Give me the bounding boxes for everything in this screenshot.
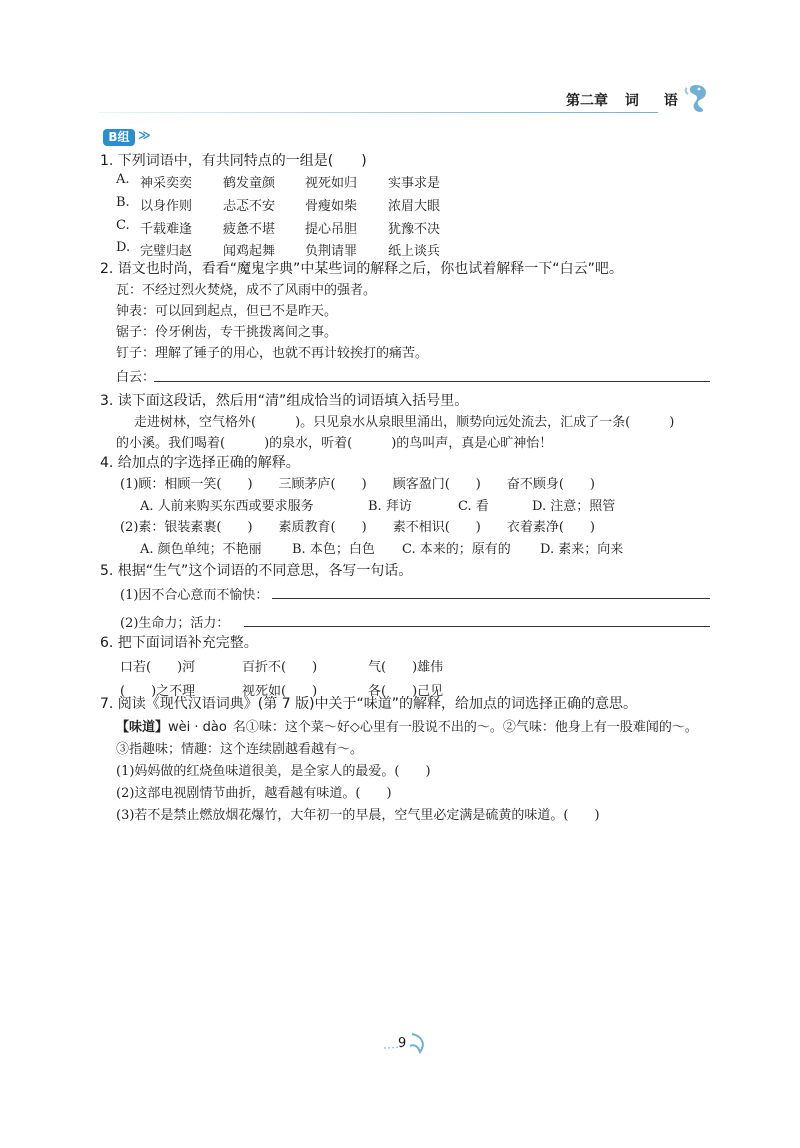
option-word: 神采奕奕 — [140, 176, 193, 191]
option-word: 疲惫不堪 — [223, 222, 276, 237]
choice: B. 本色；白色 — [292, 542, 375, 557]
option-word: 浓眉大眼 — [388, 199, 441, 214]
dictionary-entry — [116, 716, 698, 735]
answer-line[interactable] — [154, 381, 710, 382]
idiom-blank: 百折不( ) — [242, 660, 318, 675]
passage-line-1: 走进树林，空气格外( )。只见泉水从泉眼里涌出，顺势向远处流去，汇成了一条( ) — [134, 415, 675, 430]
q4-part-1-options — [140, 495, 616, 514]
double-chevron-icon: ≫ — [138, 128, 151, 142]
question-7-stem: 7. 阅读《现代汉语词典》(第 7 版)中关于“味道”的解释，给加点的词选择正确的意思。 — [100, 696, 638, 712]
definition-line: 瓦：不经过烈火焚烧，成不了风雨中的强者。 — [116, 283, 377, 298]
q4-part-1: (1)顾：相顾一笑( ) 三顾茅庐( ) 顾客盈门( ) 奋不顾身( ) — [120, 477, 595, 492]
question-6-stem: 6. 把下面词语补充完整。 — [100, 635, 258, 651]
question-3-stem: 3. 读下面这段话，然后用“清”组成恰当的词语填入括号里。 — [100, 393, 469, 409]
seahorse-logo-icon — [682, 82, 712, 118]
idiom-blank: 视死如( ) — [242, 684, 318, 699]
entry-pinyin: wèi · dào — [168, 720, 227, 735]
option-c — [116, 218, 441, 237]
idiom-blank: ( )之不理 — [120, 684, 196, 699]
page-number: 9 — [398, 1036, 407, 1051]
idiom-blank: 气( )雄伟 — [368, 660, 444, 675]
definition-line: 锯子：伶牙俐齿，专干挑拨离间之事。 — [116, 325, 338, 340]
choice: D. 注意；照管 — [532, 499, 616, 514]
option-word: 犹豫不决 — [388, 222, 441, 237]
entry-headword: 【味道】 — [116, 720, 169, 735]
choice: B. 拜访 — [368, 499, 412, 514]
definition-line: 钟表：可以回到起点，但已不是昨天。 — [116, 304, 338, 319]
q6-row-1 — [120, 656, 444, 675]
option-letter: B. — [116, 195, 130, 210]
answer-line[interactable] — [244, 626, 710, 627]
option-b — [116, 195, 441, 214]
choice: C. 看 — [458, 499, 489, 514]
dictionary-entry-cont: ③指趣味；情趣：这个连续剧越看越有～。 — [116, 742, 364, 757]
option-word: 千载难逢 — [140, 222, 193, 237]
passage-line-2: 的小溪。我们喝着( )的泉水，听着( )的鸟叫声，真是心旷神怡！ — [116, 436, 553, 451]
option-letter: D. — [116, 240, 131, 255]
question-5-stem: 5. 根据“生气”这个词语的不同意思，各写一句话。 — [100, 563, 413, 579]
choice: D. 素来；向来 — [540, 542, 624, 557]
option-word: 闻鸡起舞 — [223, 244, 276, 259]
option-word: 以身作则 — [140, 199, 193, 214]
definition-line: 钉子：理解了锤子的用心，也就不再计较挨打的痛苦。 — [116, 346, 429, 361]
option-letter: A. — [116, 172, 130, 187]
q7-sentence-3: (3)若不是禁止燃放烟花爆竹，大年初一的早晨，空气里必定满是硫黄的味道。( ) — [116, 808, 600, 823]
chapter-section-1: 词 — [624, 93, 639, 109]
q4-part-2: (2)素：银装素裹( ) 素质教育( ) 素不相识( ) 衣着素净( ) — [120, 520, 595, 535]
option-a — [116, 172, 441, 191]
q7-sentence-1: (1)妈妈做的红烧鱼味道很美，是全家人的最爱。( ) — [116, 764, 431, 779]
choice: A. 人前来购买东西或要求服务 — [140, 499, 314, 514]
q7-sentence-2: (2)这部电视剧情节曲折，越看越有味道。( ) — [116, 786, 392, 801]
option-word: 完璧归赵 — [140, 244, 193, 259]
option-word: 纸上谈兵 — [388, 244, 441, 259]
question-1-stem: 1. 下列词语中，有共同特点的一组是( ) — [100, 153, 367, 169]
answer-label: 白云： — [116, 370, 156, 385]
option-word: 提心吊胆 — [305, 222, 358, 237]
answer-line[interactable] — [272, 598, 710, 599]
question-2-stem: 2. 语文也时尚，看看“魔鬼字典”中某些词的解释之后，你也试着解释一下“白云”吧。 — [100, 261, 623, 277]
option-word: 鹤发童颜 — [223, 176, 276, 191]
chapter-section-2: 语 — [663, 93, 678, 109]
choice: A. 颜色单纯；不艳丽 — [140, 542, 262, 557]
chapter-title — [566, 90, 678, 110]
option-d — [116, 240, 441, 259]
option-word: 忐忑不安 — [223, 199, 276, 214]
option-word: 负荆请罪 — [305, 244, 358, 259]
q5-item-2: (2)生命力；活力： — [120, 616, 230, 631]
chapter-label: 第二章 — [566, 93, 608, 109]
option-word: 视死如归 — [305, 176, 358, 191]
idiom-blank: 口若( )河 — [120, 660, 196, 675]
idiom-blank: 各( )己见 — [368, 684, 444, 699]
question-4-stem: 4. 给加点的字选择正确的解释。 — [100, 455, 300, 471]
choice: C. 本来的；原有的 — [402, 542, 511, 557]
option-word: 实事求是 — [388, 176, 441, 191]
q5-item-1: (1)因不合心意而不愉快： — [120, 588, 269, 603]
group-tag: B组 — [103, 129, 135, 146]
header-rule — [98, 112, 658, 113]
option-word: 骨瘦如柴 — [305, 199, 358, 214]
q4-part-2-options — [140, 538, 624, 557]
entry-definition: 名①味：这个菜～好◇心里有一股说不出的～。②气味：他身上有一股难闻的～。 — [232, 720, 698, 735]
option-letter: C. — [116, 218, 130, 233]
